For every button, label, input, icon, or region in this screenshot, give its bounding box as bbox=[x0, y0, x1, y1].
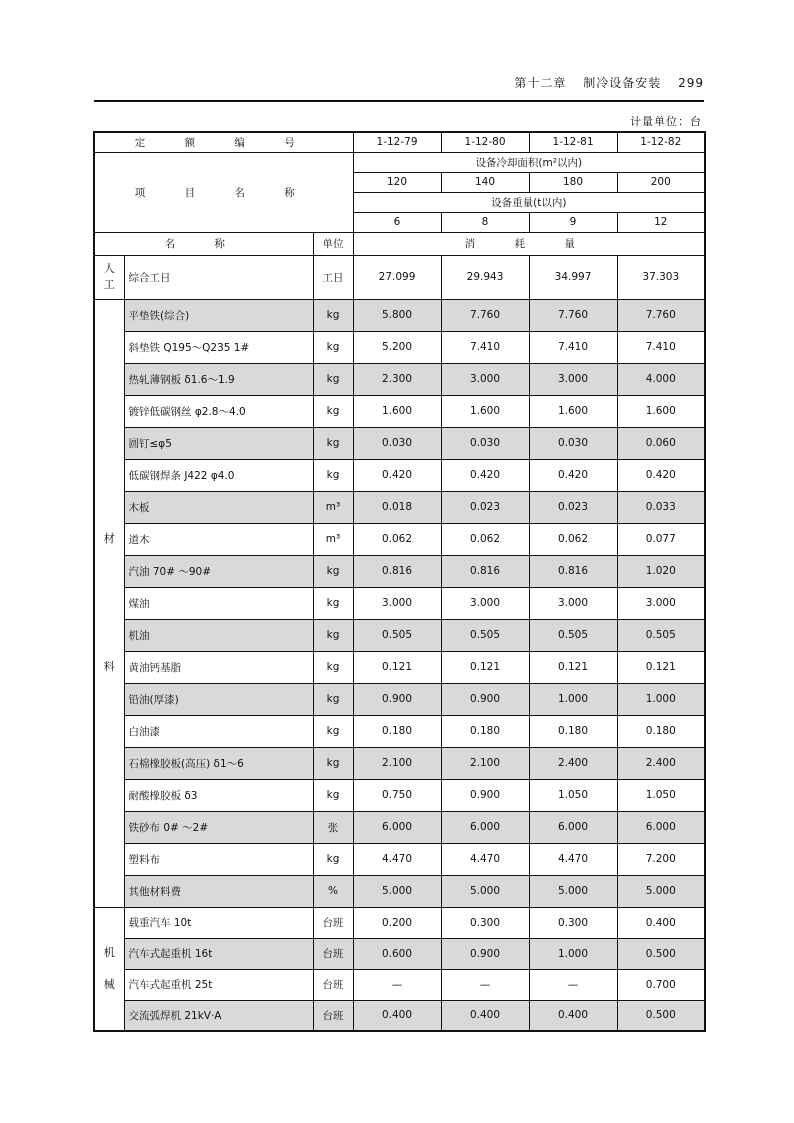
item-value: 0.018 bbox=[353, 491, 441, 523]
item-value: 1.000 bbox=[529, 938, 617, 969]
item-unit: 台班 bbox=[313, 938, 353, 969]
item-value: 1.020 bbox=[617, 555, 705, 587]
item-value: 4.470 bbox=[441, 843, 529, 875]
item-value: 37.303 bbox=[617, 255, 705, 299]
item-unit: kg bbox=[313, 747, 353, 779]
item-value: 1.600 bbox=[617, 395, 705, 427]
item-value: 1.050 bbox=[617, 779, 705, 811]
item-name: 低碳钢焊条 J422 φ4.0 bbox=[124, 459, 313, 491]
item-value: 1.600 bbox=[441, 395, 529, 427]
item-value: 6.000 bbox=[617, 811, 705, 843]
item-value: 6.000 bbox=[353, 811, 441, 843]
item-value: 4.000 bbox=[617, 363, 705, 395]
code-cell: 1-12-80 bbox=[441, 132, 529, 152]
param1-label: 设备冷却面积(m²以内) bbox=[353, 152, 705, 172]
item-value: 0.300 bbox=[441, 907, 529, 938]
item-value: 3.000 bbox=[617, 587, 705, 619]
item-unit: 台班 bbox=[313, 969, 353, 1000]
page-number: 299 bbox=[678, 76, 704, 90]
code-label: 定 额 编 号 bbox=[94, 132, 353, 152]
table-row bbox=[94, 811, 705, 843]
table-row bbox=[94, 299, 705, 331]
item-value: 0.121 bbox=[353, 651, 441, 683]
item-value: 7.200 bbox=[617, 843, 705, 875]
item-value: 6.000 bbox=[441, 811, 529, 843]
col-consumption-header: 消 耗 量 bbox=[353, 232, 705, 255]
item-unit: kg bbox=[313, 779, 353, 811]
item-unit: % bbox=[313, 875, 353, 907]
page-header bbox=[94, 72, 704, 96]
param1-value: 120 bbox=[353, 172, 441, 192]
item-unit: kg bbox=[313, 299, 353, 331]
item-name: 铁砂布 0# ～2# bbox=[124, 811, 313, 843]
param2-value: 8 bbox=[441, 212, 529, 232]
chapter-title: 制冷设备安装 bbox=[583, 76, 662, 90]
table-row bbox=[94, 331, 705, 363]
param1-value: 140 bbox=[441, 172, 529, 192]
item-value: 0.700 bbox=[617, 969, 705, 1000]
item-value: 0.500 bbox=[617, 938, 705, 969]
category-label: 机 械 bbox=[94, 907, 124, 1031]
table-row bbox=[94, 875, 705, 907]
item-value: 0.180 bbox=[441, 715, 529, 747]
item-name: 综合工日 bbox=[124, 255, 313, 299]
item-unit: kg bbox=[313, 843, 353, 875]
item-value: 2.400 bbox=[617, 747, 705, 779]
item-value: 4.470 bbox=[529, 843, 617, 875]
table-row bbox=[94, 747, 705, 779]
item-value: 1.000 bbox=[617, 683, 705, 715]
item-value: 0.500 bbox=[617, 1000, 705, 1031]
item-unit: kg bbox=[313, 395, 353, 427]
item-value: 0.060 bbox=[617, 427, 705, 459]
item-value: 0.420 bbox=[441, 459, 529, 491]
item-value: — bbox=[529, 969, 617, 1000]
item-value: 7.760 bbox=[529, 299, 617, 331]
item-value: 0.505 bbox=[529, 619, 617, 651]
item-name: 圆钉≤φ5 bbox=[124, 427, 313, 459]
item-unit: kg bbox=[313, 363, 353, 395]
table-row bbox=[94, 555, 705, 587]
item-name-label: 项 目 名 称 bbox=[94, 152, 353, 232]
item-unit: kg bbox=[313, 555, 353, 587]
item-value: 0.030 bbox=[529, 427, 617, 459]
item-value: 0.900 bbox=[441, 683, 529, 715]
table-row bbox=[94, 843, 705, 875]
item-value: 0.900 bbox=[353, 683, 441, 715]
item-value: 0.400 bbox=[529, 1000, 617, 1031]
table-row bbox=[94, 651, 705, 683]
item-name: 耐酸橡胶板 δ3 bbox=[124, 779, 313, 811]
quota-table bbox=[93, 131, 706, 1032]
param2-label: 设备重量(t以内) bbox=[353, 192, 705, 212]
item-name: 镀锌低碳钢丝 φ2.8～4.0 bbox=[124, 395, 313, 427]
item-value: 3.000 bbox=[441, 587, 529, 619]
item-value: 3.000 bbox=[529, 363, 617, 395]
item-value: 3.000 bbox=[529, 587, 617, 619]
item-name: 汽车式起重机 25t bbox=[124, 969, 313, 1000]
item-value: 3.000 bbox=[441, 363, 529, 395]
item-value: 0.900 bbox=[441, 779, 529, 811]
item-value: 2.300 bbox=[353, 363, 441, 395]
item-name: 斜垫铁 Q195～Q235 1# bbox=[124, 331, 313, 363]
table-row bbox=[94, 491, 705, 523]
item-value: 0.062 bbox=[529, 523, 617, 555]
table-row bbox=[94, 683, 705, 715]
category-label: 人 工 bbox=[94, 255, 124, 299]
item-value: 0.077 bbox=[617, 523, 705, 555]
item-value: 1.050 bbox=[529, 779, 617, 811]
item-value: 5.000 bbox=[441, 875, 529, 907]
item-value: 0.420 bbox=[353, 459, 441, 491]
table-row bbox=[94, 395, 705, 427]
running-head bbox=[502, 74, 704, 91]
table-row bbox=[94, 907, 705, 938]
item-unit: kg bbox=[313, 587, 353, 619]
item-value: 0.300 bbox=[529, 907, 617, 938]
table-row bbox=[94, 715, 705, 747]
item-value: 0.023 bbox=[529, 491, 617, 523]
table-row bbox=[94, 255, 705, 299]
item-name: 木板 bbox=[124, 491, 313, 523]
item-value: 0.400 bbox=[353, 1000, 441, 1031]
item-value: 5.800 bbox=[353, 299, 441, 331]
item-name: 汽油 70# ～90# bbox=[124, 555, 313, 587]
item-value: 0.030 bbox=[353, 427, 441, 459]
item-name: 道木 bbox=[124, 523, 313, 555]
col-unit-header: 单位 bbox=[313, 232, 353, 255]
item-value: — bbox=[353, 969, 441, 1000]
item-name: 黄油钙基脂 bbox=[124, 651, 313, 683]
item-name: 白油漆 bbox=[124, 715, 313, 747]
item-value: 2.100 bbox=[441, 747, 529, 779]
column-header-row bbox=[94, 232, 705, 255]
item-unit: kg bbox=[313, 331, 353, 363]
item-name: 热轧薄钢板 δ1.6～1.9 bbox=[124, 363, 313, 395]
item-value: 7.410 bbox=[617, 331, 705, 363]
table-row bbox=[94, 363, 705, 395]
table-row bbox=[94, 523, 705, 555]
item-value: 7.410 bbox=[529, 331, 617, 363]
item-value: 1.600 bbox=[529, 395, 617, 427]
item-value: 4.470 bbox=[353, 843, 441, 875]
item-value: 0.505 bbox=[353, 619, 441, 651]
item-value: 0.400 bbox=[617, 907, 705, 938]
item-name: 塑料布 bbox=[124, 843, 313, 875]
code-row bbox=[94, 132, 705, 152]
code-cell: 1-12-79 bbox=[353, 132, 441, 152]
item-value: 5.000 bbox=[529, 875, 617, 907]
table-row bbox=[94, 779, 705, 811]
item-value: 0.420 bbox=[529, 459, 617, 491]
item-value: 0.030 bbox=[441, 427, 529, 459]
item-unit: 工日 bbox=[313, 255, 353, 299]
item-unit: 台班 bbox=[313, 1000, 353, 1031]
item-value: 34.997 bbox=[529, 255, 617, 299]
item-value: 0.505 bbox=[441, 619, 529, 651]
item-name: 机油 bbox=[124, 619, 313, 651]
table-row bbox=[94, 427, 705, 459]
item-value: 0.200 bbox=[353, 907, 441, 938]
item-value: 2.100 bbox=[353, 747, 441, 779]
item-value: 6.000 bbox=[529, 811, 617, 843]
item-unit: kg bbox=[313, 459, 353, 491]
table-row bbox=[94, 587, 705, 619]
item-value: 1.000 bbox=[529, 683, 617, 715]
item-value: 0.505 bbox=[617, 619, 705, 651]
item-unit: kg bbox=[313, 715, 353, 747]
item-value: 0.816 bbox=[353, 555, 441, 587]
item-unit: m³ bbox=[313, 491, 353, 523]
item-value: 3.000 bbox=[353, 587, 441, 619]
table-row bbox=[94, 969, 705, 1000]
item-unit: kg bbox=[313, 427, 353, 459]
item-value: 0.023 bbox=[441, 491, 529, 523]
item-value: 0.180 bbox=[529, 715, 617, 747]
item-value: 7.760 bbox=[617, 299, 705, 331]
item-value: 5.000 bbox=[353, 875, 441, 907]
col-name-header: 名 称 bbox=[94, 232, 313, 255]
item-value: 1.600 bbox=[353, 395, 441, 427]
item-value: 7.410 bbox=[441, 331, 529, 363]
item-value: 29.943 bbox=[441, 255, 529, 299]
item-value: 0.062 bbox=[441, 523, 529, 555]
item-unit: kg bbox=[313, 651, 353, 683]
item-value: 0.033 bbox=[617, 491, 705, 523]
item-value: 0.420 bbox=[617, 459, 705, 491]
category-label: 材 料 bbox=[94, 299, 124, 907]
item-name: 交流弧焊机 21kV·A bbox=[124, 1000, 313, 1031]
item-name: 煤油 bbox=[124, 587, 313, 619]
item-name: 其他材料费 bbox=[124, 875, 313, 907]
table-row bbox=[94, 459, 705, 491]
item-value: 0.180 bbox=[617, 715, 705, 747]
item-unit: 台班 bbox=[313, 907, 353, 938]
param1-value: 200 bbox=[617, 172, 705, 192]
item-name: 石棉橡胶板(高压) δ1～6 bbox=[124, 747, 313, 779]
item-value: 0.400 bbox=[441, 1000, 529, 1031]
item-unit: kg bbox=[313, 683, 353, 715]
unit-note: 计量单位：台 bbox=[630, 115, 702, 128]
item-value: — bbox=[441, 969, 529, 1000]
param1-value: 180 bbox=[529, 172, 617, 192]
item-name: 载重汽车 10t bbox=[124, 907, 313, 938]
item-value: 7.760 bbox=[441, 299, 529, 331]
item-value: 0.600 bbox=[353, 938, 441, 969]
param2-value: 9 bbox=[529, 212, 617, 232]
item-value: 27.099 bbox=[353, 255, 441, 299]
header-rule bbox=[94, 100, 704, 102]
item-value: 0.816 bbox=[529, 555, 617, 587]
param2-value: 12 bbox=[617, 212, 705, 232]
item-name: 平垫铁(综合) bbox=[124, 299, 313, 331]
table-row bbox=[94, 938, 705, 969]
item-value: 0.121 bbox=[529, 651, 617, 683]
table-row bbox=[94, 1000, 705, 1031]
item-value: 0.900 bbox=[441, 938, 529, 969]
table-row bbox=[94, 619, 705, 651]
item-value: 0.121 bbox=[617, 651, 705, 683]
chapter-label: 第十二章 bbox=[514, 76, 567, 90]
item-value: 0.121 bbox=[441, 651, 529, 683]
item-value: 0.816 bbox=[441, 555, 529, 587]
item-unit: m³ bbox=[313, 523, 353, 555]
item-value: 0.180 bbox=[353, 715, 441, 747]
param2-value: 6 bbox=[353, 212, 441, 232]
code-cell: 1-12-82 bbox=[617, 132, 705, 152]
item-name: 铅油(厚漆) bbox=[124, 683, 313, 715]
item-value: 2.400 bbox=[529, 747, 617, 779]
item-name: 汽车式起重机 16t bbox=[124, 938, 313, 969]
item-value: 0.750 bbox=[353, 779, 441, 811]
item-unit: kg bbox=[313, 619, 353, 651]
item-unit: 张 bbox=[313, 811, 353, 843]
item-value: 0.062 bbox=[353, 523, 441, 555]
code-cell: 1-12-81 bbox=[529, 132, 617, 152]
item-value: 5.000 bbox=[617, 875, 705, 907]
item-value: 5.200 bbox=[353, 331, 441, 363]
